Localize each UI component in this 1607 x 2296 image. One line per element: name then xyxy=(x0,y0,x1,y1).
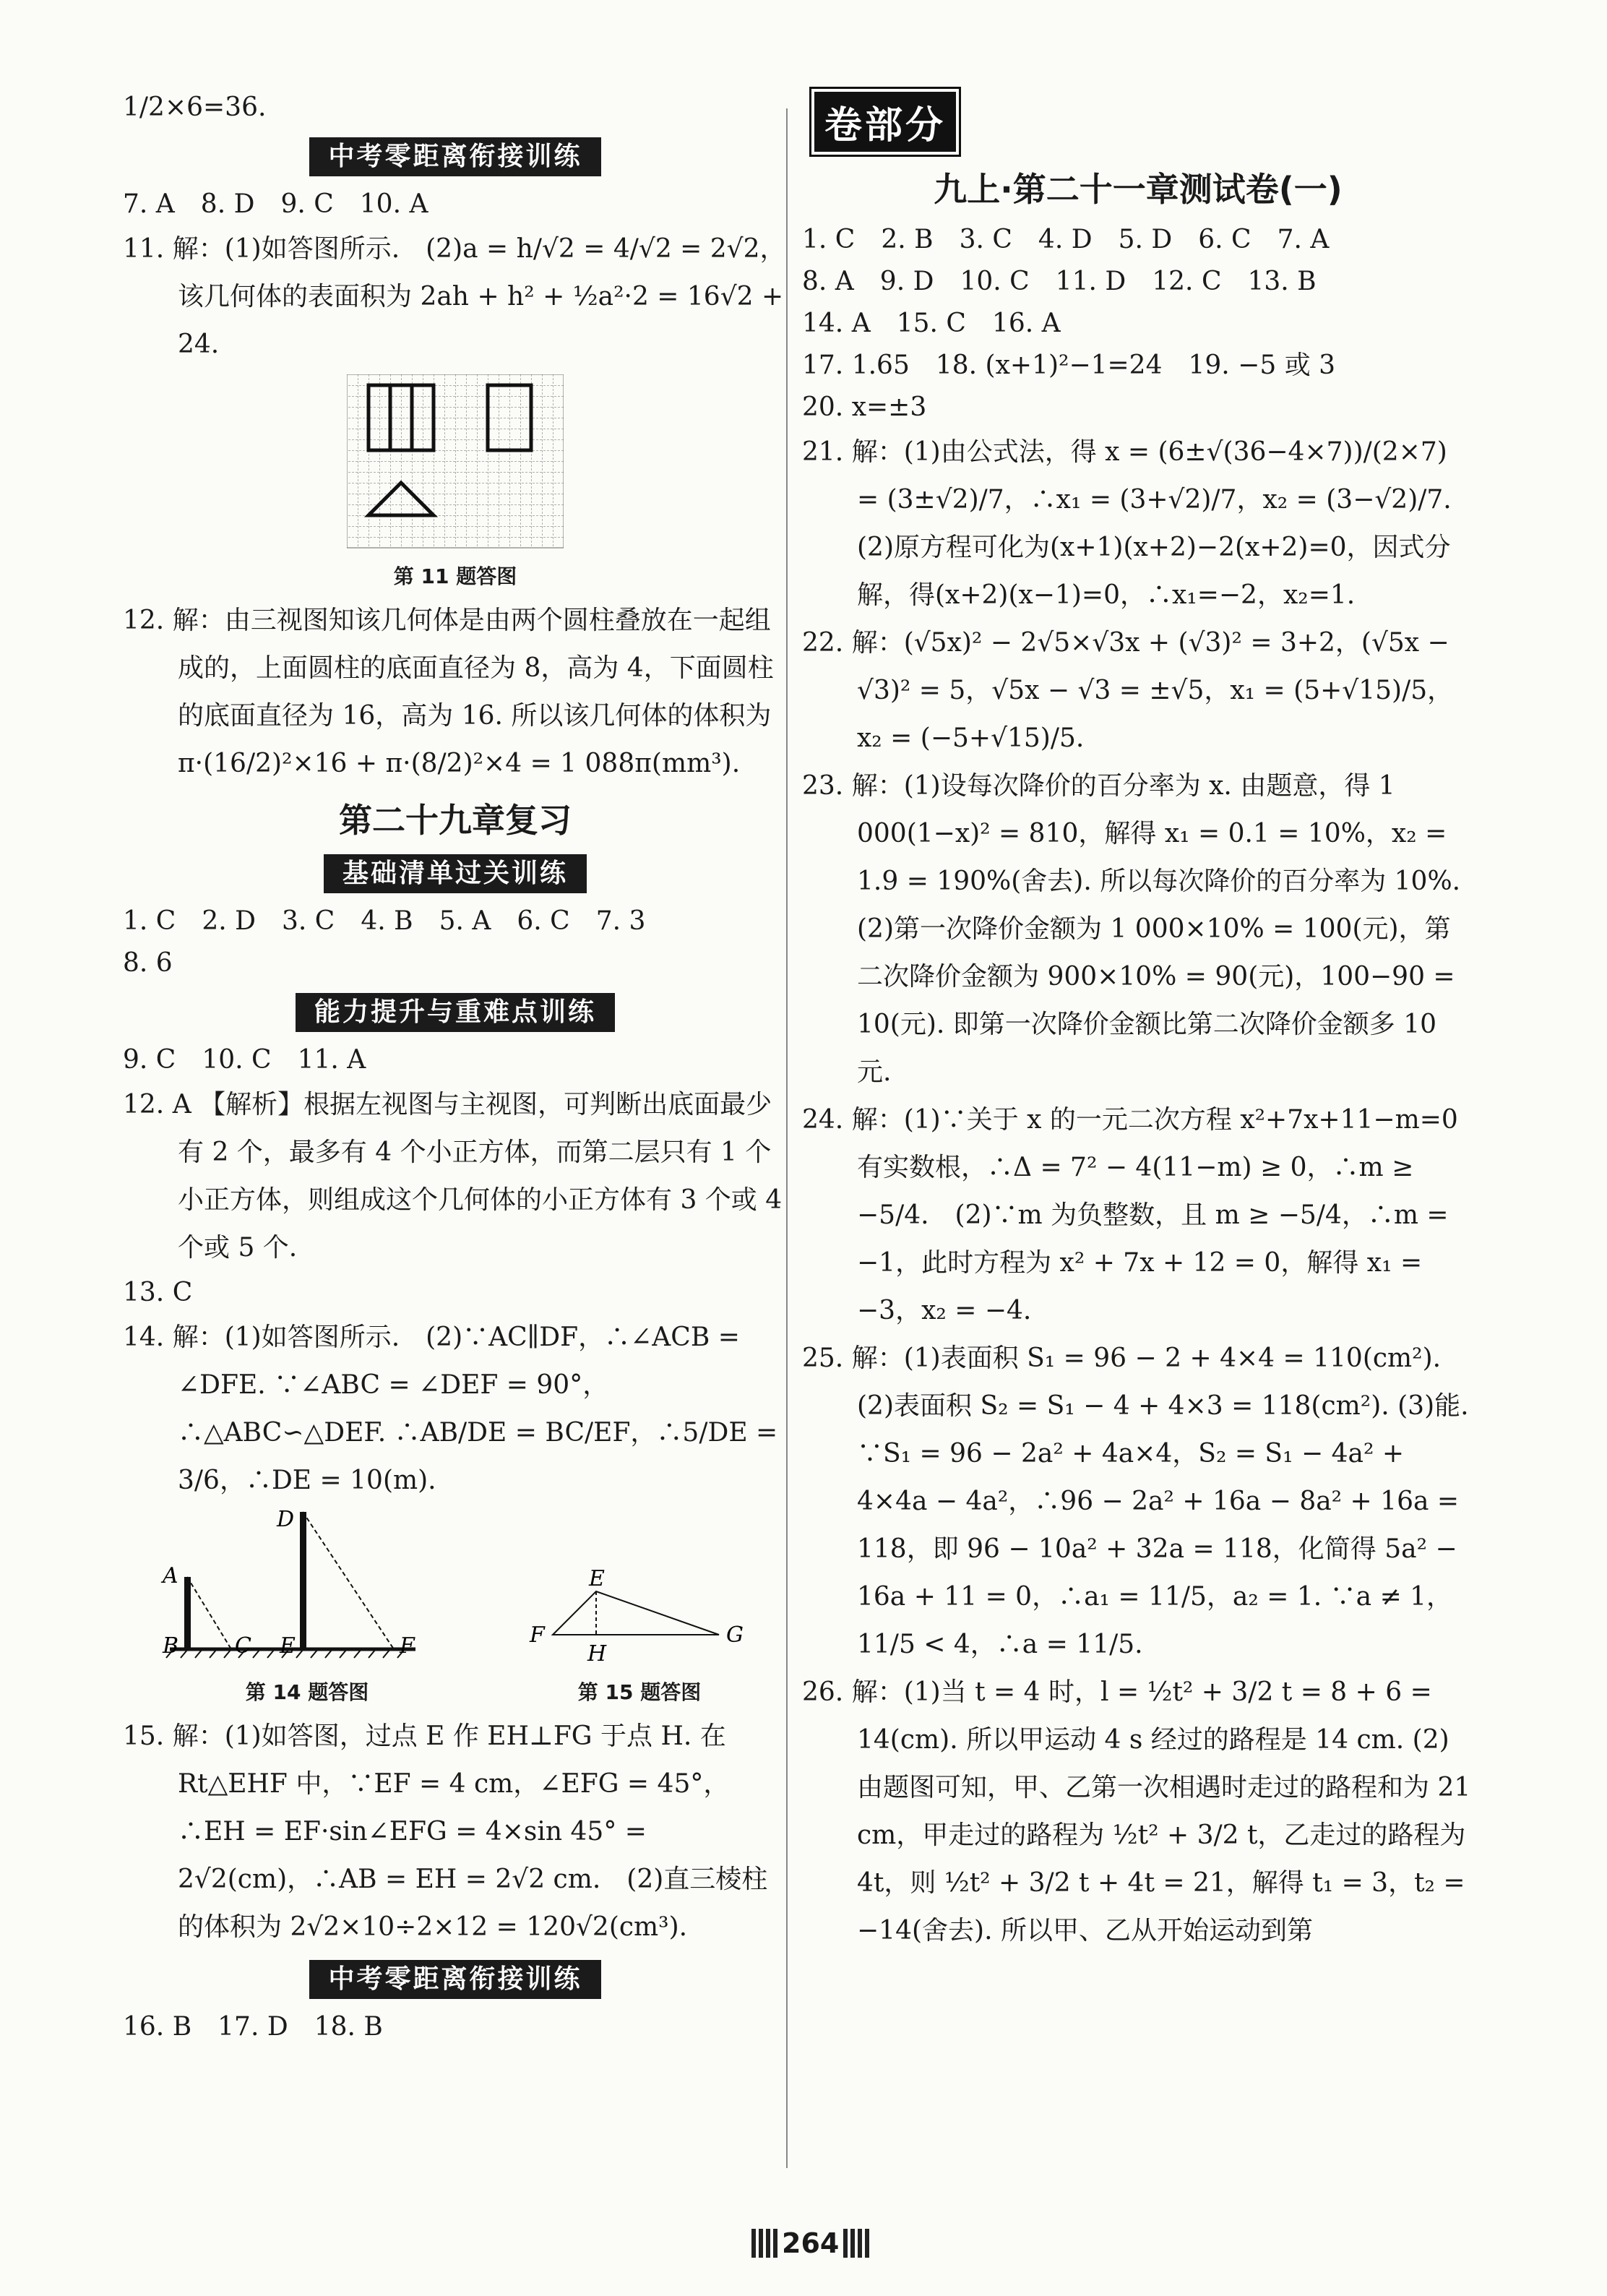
label-B: B xyxy=(163,1633,179,1659)
page-number-text: 264 xyxy=(782,2227,840,2259)
decor-bars-right xyxy=(843,2229,869,2258)
answer-line: 20. x=±3 xyxy=(802,392,927,422)
section-banner: 中考零距离衔接训练 xyxy=(309,1960,600,1999)
question-22: 22. 解：(√5x)² − 2√5×√3x + (√3)² = 3+2，(√5x − √3)² = 5，√5x − √3 = ±√5，x₁ = (5+√15)/5，x₂ = (−5+√15)/5. xyxy=(802,628,1454,753)
left-column xyxy=(123,87,788,2048)
triangle-figure xyxy=(524,1555,755,1671)
figure-caption: 第 15 题答图 xyxy=(577,1680,702,1704)
test-title: 九上·第二十一章测试卷(一) xyxy=(934,170,1343,209)
answer-line: 16. B 17. D 18. B xyxy=(123,2012,383,2042)
question-24: 24. 解：(1)∵关于 x 的一元二次方程 x²+7x+11−m=0 有实数根，∴Δ = 7² − 4(11−m) ≥ 0，∴m ≥ −5/4. (2)∵m 为负整数，且 m ≥ −5/4，∴m = −1，此时方程为 x² + 7x + 12 = 0，解得 x₁ = −3，x₂ = −4. xyxy=(802,1105,1458,1325)
figure-caption: 第 14 题答图 xyxy=(245,1680,369,1704)
section-banner: 中考零距离衔接训练 xyxy=(309,137,600,176)
answer-line: 1. C 2. B 3. C 4. D 5. D 6. C 7. A xyxy=(802,225,1330,254)
question-25: 25. 解：(1)表面积 S₁ = 96 − 2 + 4×4 = 110(cm²). (2)表面积 S₂ = S₁ − 4 + 4×3 = 118(cm²). (3)能. ∵S₁ = 96 − 2a² + 4a×4，S₂ = S₁ − 4a² + 4×4a − 4a²，∴96 − 2a² + 16a − 8a² + 16a = 118，即 96 − 10a² + 32a = 118，化简得 5a² − 16a + 11 = 0，∴a₁ = 11/5，a₂ = 1. ∵a ≠ 1，11/5 < 4，∴a = 11/5. xyxy=(802,1343,1469,1659)
question-23: 23. 解：(1)设每次降价的百分率为 x. 由题意，得 1 000(1−x)² = 810，解得 x₁ = 0.1 = 10%，x₂ = 1.9 = 190%(舍去). 所以每次降价的百分率为 10%. (2)第一次降价金额为 1 000×10% = 100(元)，第二次降价金额为 900×10% = 90(元)，100−90 = 10(元). 即第一次降价金额比第二次降价金额多 10 元. xyxy=(802,771,1487,1087)
answer-line: 8. A 9. D 10. C 11. D 12. C 13. B xyxy=(802,267,1317,296)
label-A: A xyxy=(163,1563,178,1588)
question-11: 11. 解：(1)如答图所示. (2)a = h/√2 = 4/√2 = 2√2，该几何体的表面积为 2ah + h² + ½a²·2 = 16√2 + 24. xyxy=(123,234,786,359)
right-column xyxy=(802,87,1487,1955)
label-E: E xyxy=(280,1633,296,1659)
answer-line: 8. 6 xyxy=(123,948,173,978)
label-C: C xyxy=(235,1633,251,1659)
text-line: 1/2×6=36. xyxy=(123,93,267,122)
section-banner: 能力提升与重难点训练 xyxy=(296,993,615,1032)
label-F: F xyxy=(400,1633,415,1659)
chapter-title: 第二十九章复习 xyxy=(339,801,572,840)
label-G: G xyxy=(726,1622,744,1648)
section-banner: 基础清单过关训练 xyxy=(324,854,587,893)
figure-caption: 第 11 题答图 xyxy=(393,564,517,588)
figure-11 xyxy=(123,374,788,590)
shadow-figure xyxy=(155,1505,459,1671)
question-26: 26. 解：(1)当 t = 4 时，l = ½t² + 3/2 t = 8 + 6 = 14(cm). 所以甲运动 4 s 经过的路程是 14 cm. (2)由题图可知，甲、乙第一次相遇时走过的路程和为 21 cm，甲走过的路程为 ½t² + 3/2 t，乙走过的路程为 4t，则 ½t² + 3/2 t + 4t = 21，解得 t₁ = 3，t₂ = −14(舍去). 所以甲、乙从开始运动到第 xyxy=(802,1677,1471,1945)
label-H: H xyxy=(587,1641,607,1667)
label-E2: E xyxy=(589,1566,605,1591)
label-F2: F xyxy=(530,1622,545,1648)
question-15: 15. 解：(1)如答图，过点 E 作 EH⊥FG 于点 H. 在 Rt△EHF 中，∵EF = 4 cm，∠EFG = 45°，∴EH = EF·sin∠EFG = 4×sin 45° = 2√2(cm)，∴AB = EH = 2√2 cm. (2)直三棱柱的体积为 2√2×10÷2×12 = 120√2(cm³). xyxy=(123,1721,768,1942)
question-14: 14. 解：(1)如答图所示. (2)∵AC∥DF，∴∠ACB = ∠DFE. ∵∠ABC = ∠DEF = 90°，∴△ABC∽△DEF. ∴AB/DE = BC/EF，∴5/DE = 3/6，∴DE = 10(m). xyxy=(123,1323,778,1495)
question-21: 21. 解：(1)由公式法，得 x = (6±√(36−4×7))/(2×7) = (3±√2)/7，∴x₁ = (3+√2)/7，x₂ = (3−√2)/7. (2)原方程可化为(x+1)(x+2)−2(x+2)=0，因式分解，得(x+2)(x−1)=0，∴x₁=−2，x₂=1. xyxy=(802,437,1478,610)
answer-line: 1. C 2. D 3. C 4. B 5. A 6. C 7. 3 xyxy=(123,906,646,936)
figure-14 xyxy=(155,1505,459,1713)
answer-line: 17. 1.65 18. (x+1)²−1=24 19. −5 或 3 xyxy=(802,351,1336,380)
label-D: D xyxy=(277,1507,295,1532)
grid-figure xyxy=(347,374,564,555)
page-number xyxy=(751,2227,869,2259)
question-12: 12. 解：由三视图知该几何体是由两个圆柱叠放在一起组成的，上面圆柱的底面直径为 8，高为 4，下面圆柱的底面直径为 16，高为 16. 所以该几何体的体积为 π·(16/2)²×16 + π·(8/2)²×4 = 1 088π(mm³). xyxy=(123,606,774,778)
answer-line: 9. C 10. C 11. A xyxy=(123,1045,366,1075)
question-12b: 12. A 【解析】根据左视图与主视图，可判断出底面最少有 2 个，最多有 4 个小正方体，而第二层只有 1 个小正方体，则组成这个几何体的小正方体有 3 个或 4 个或 5 个. xyxy=(123,1090,783,1263)
answer-line: 7. A 8. D 9. C 10. A xyxy=(123,189,428,219)
answer-line: 13. C xyxy=(123,1278,193,1307)
figure-15 xyxy=(524,1555,755,1713)
answer-line: 14. A 15. C 16. A xyxy=(802,309,1061,338)
figures-14-15 xyxy=(123,1505,788,1713)
part-label: 卷部分 xyxy=(809,87,961,157)
decor-bars-left xyxy=(751,2229,777,2258)
